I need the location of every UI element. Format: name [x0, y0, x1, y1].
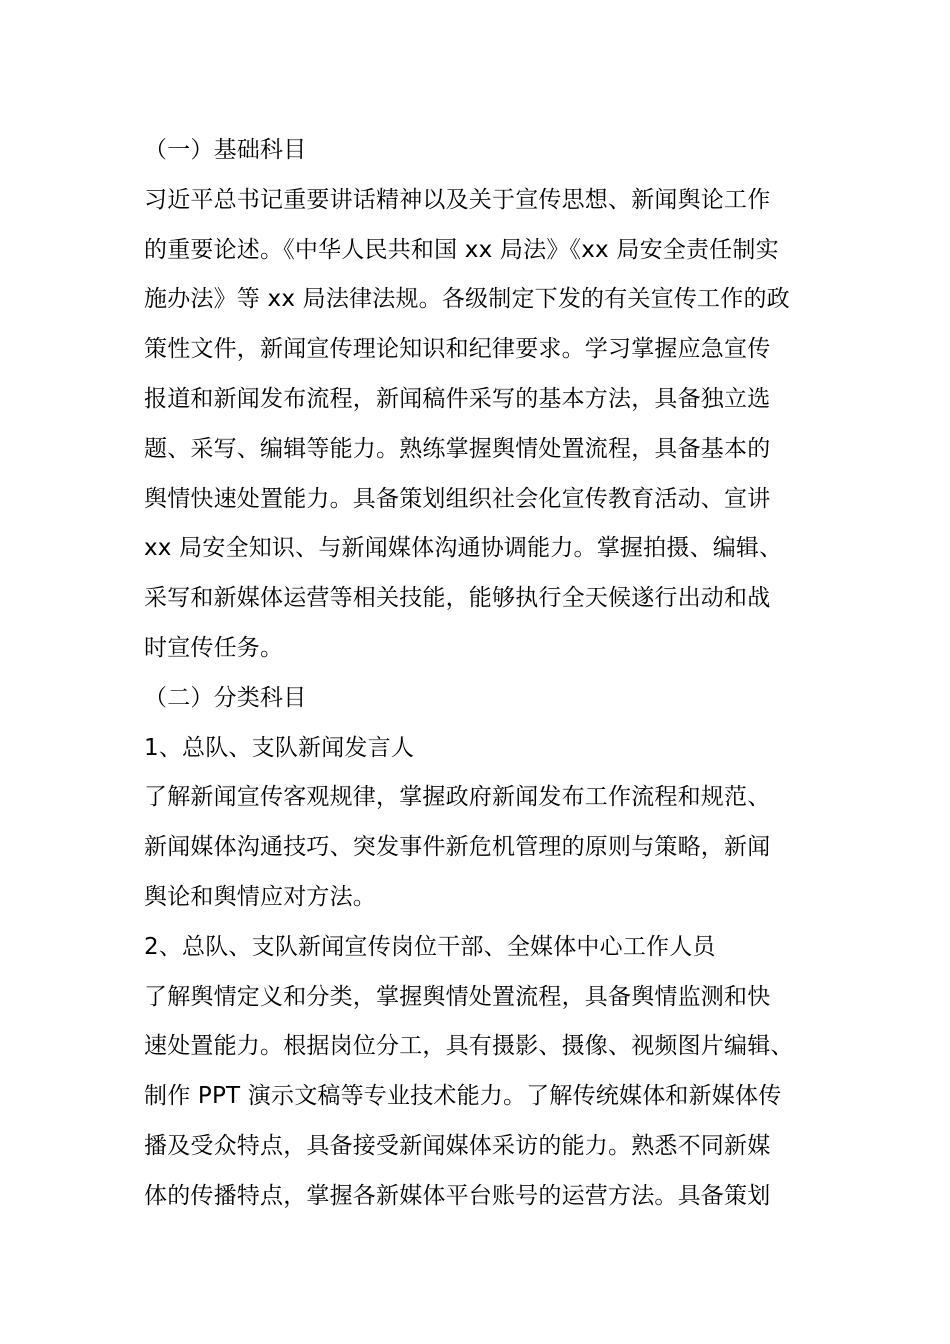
paragraph-line: 播及受众特点，具备接受新闻媒体采访的能力。熟悉不同新媒: [144, 1132, 771, 1159]
paragraph-line: xx 局安全知识、与新闻媒体沟通协调能力。掌握拍摄、编辑、: [144, 535, 783, 562]
paragraph-line: 新闻媒体沟通技巧、突发事件新危机管理的原则与策略，新闻: [144, 834, 771, 861]
paragraph-line: 速处置能力。根据岗位分工，具有摄影、摄像、视频图片编辑、: [144, 1033, 794, 1060]
paragraph-line: 体的传播特点，掌握各新媒体平台账号的运营方法。具备策划: [144, 1182, 771, 1209]
paragraph-line: 时宣传任务。: [144, 634, 284, 661]
paragraph-line: 报道和新闻发布流程，新闻稿件采写的基本方法，具备独立选: [144, 385, 771, 412]
paragraph-line: 舆情快速处置能力。具备策划组织社会化宣传教育活动、宣讲: [144, 485, 771, 512]
paragraph-line: 题、采写、编辑等能力。熟练掌握舆情处置流程，具备基本的: [144, 435, 771, 462]
paragraph-line: 了解舆情定义和分类，掌握舆情处置流程，具备舆情监测和快: [144, 983, 771, 1010]
paragraph-line: 策性文件，新闻宣传理论知识和纪律要求。学习掌握应急宣传: [144, 336, 771, 363]
paragraph-line: 制作 PPT 演示文稿等专业技术能力。了解传统媒体和新媒体传: [144, 1083, 782, 1110]
paragraph-line: 了解新闻宣传客观规律，掌握政府新闻发布工作流程和规范、: [144, 784, 771, 811]
paragraph-line: 的重要论述。《中华人民共和国 xx 局法》《xx 局安全责任制实: [144, 236, 779, 263]
subheading-publicity-staff: 2、总队、支队新闻宣传岗位干部、全媒体中心工作人员: [144, 933, 716, 960]
paragraph-line: 舆论和舆情应对方法。: [144, 883, 376, 910]
paragraph-line: 习近平总书记重要讲话精神以及关于宣传思想、新闻舆论工作: [144, 186, 771, 213]
paragraph-line: 采写和新媒体运营等相关技能，能够执行全天候遂行出动和战: [144, 585, 771, 612]
document-body: [144, 126, 816, 1222]
section-heading-basic: （一）基础科目: [144, 137, 307, 163]
section-heading-classified: （二）分类科目: [144, 684, 307, 711]
paragraph-line: 施办法》等 xx 局法律法规。各级制定下发的有关宣传工作的政: [144, 286, 790, 313]
subheading-spokesperson: 1、总队、支队新闻发言人: [144, 734, 415, 761]
